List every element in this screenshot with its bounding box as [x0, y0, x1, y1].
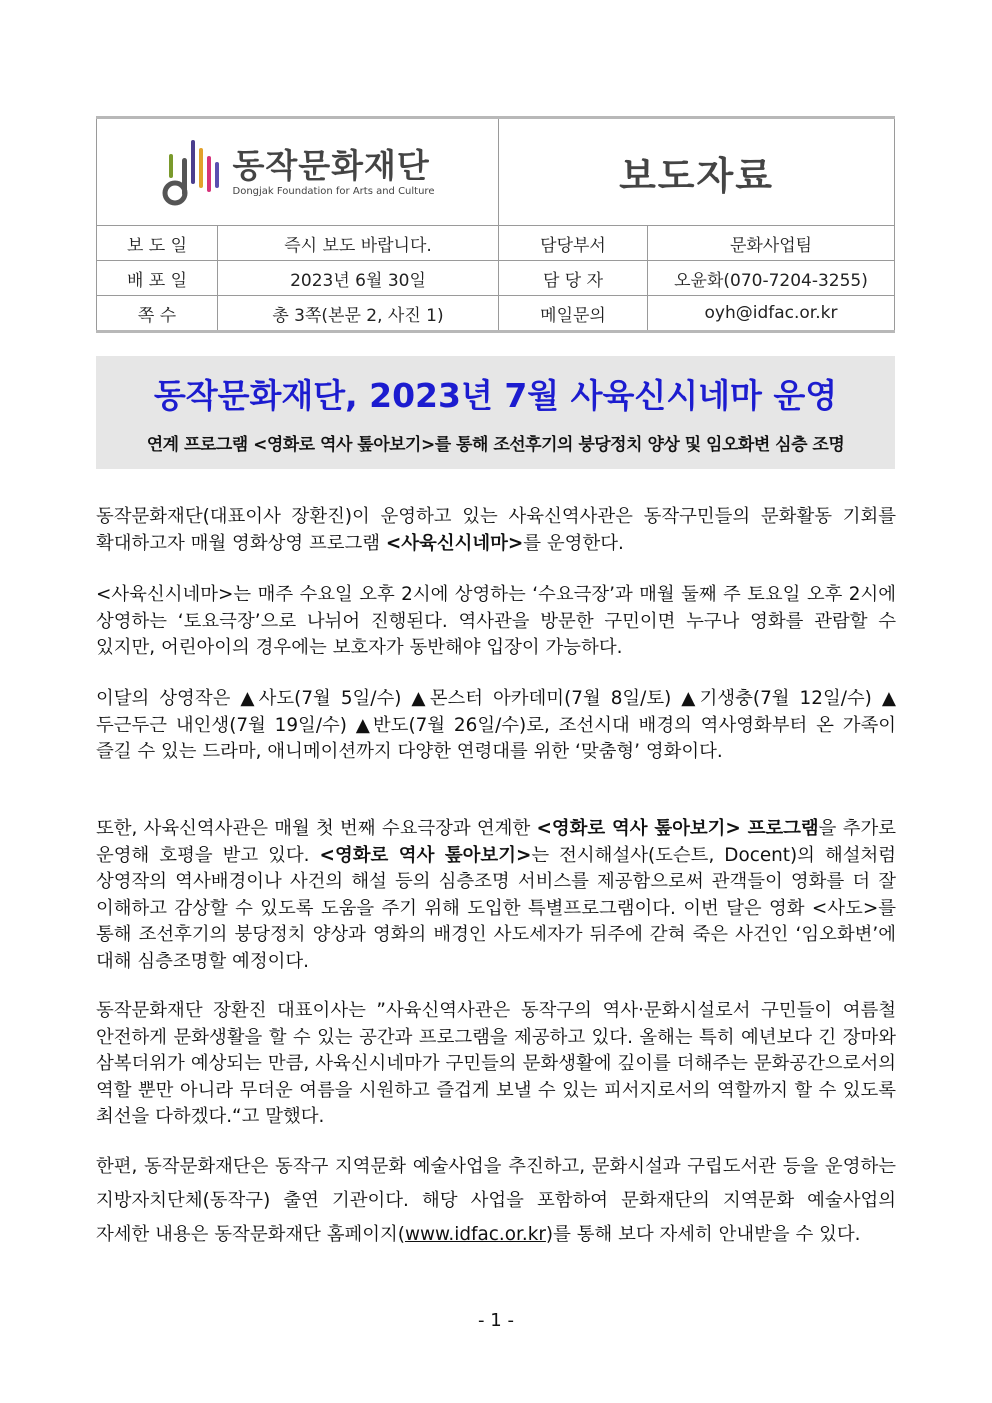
bold-run: <영화로 역사 톺아보기> 프로그램: [536, 818, 819, 839]
row-value2: oyh@idfac.or.kr: [648, 296, 895, 332]
paragraph-2: <사육신시네마>는 매주 수요일 오후 2시에 상영하는 ‘수요극장’과 매월 둘째 주 토요일 오후 2시에 상영하는 ‘토요극장’으로 나뉘어 진행된다. 역사관을 방문한 구민이면 누구나 영화를 관람할 수 있지만, 어린아이의 경우에는 보호자가 동반해야 입장이 가능하다.: [96, 584, 896, 658]
paragraph-5: 동작문화재단 장환진 대표이사는 ”사육신역사관은 동작구의 역사·문화시설로서 구민들이 여름철 안전하게 문화생활을 할 수 있는 공간과 프로그램을 제공하고 있다. 올해는 특히 예년보다 긴 장마와 삼복더위가 예상되는 만큼, 사육신시네마가 구민들의 문화생활에 깊이를 더해주는 문화공간으로서의 역할 뿐만 아니라 무더운 여름을 시원하고 즐겁게 보낼 수 있는 피서지로서의 역할까지 할 수 있도록 최선을 다하겠다.“고 말했다.: [96, 1000, 896, 1127]
homepage-link[interactable]: www.idfac.or.kr: [404, 1224, 546, 1245]
row-label2: 담당부서: [499, 226, 648, 261]
text-run: )를 통해 보다 자세히 안내받을 수 있다.: [545, 1224, 861, 1245]
header-row: [97, 261, 895, 296]
text-run: 또한, 사육신역사관은 매월 첫 번째 수요극장과 연계한: [96, 818, 537, 839]
row-label: 배 포 일: [97, 261, 218, 296]
bold-run: <사육신시네마>: [385, 532, 524, 554]
header-table: [96, 116, 895, 333]
text-run: 을 추가로 운영해 호평을 받고 있다.: [96, 818, 896, 866]
sub-title: 연계 프로그램 <영화로 역사 톺아보기>를 통해 조선후기의 붕당정치 양상 및 임오화변 심층 조명: [146, 435, 845, 455]
text-run: 는 전시해설사(도슨트, Docent)의 해설처럼 상영작의 역사배경이나 사건의 해설 등의 심층조명 서비스를 제공함으로써 관객들이 영화를 더 잘 이해하고 감상할 수 있도록 도움을 주기 위해 도입한 특별프로그램이다. 이번 달은 영화 <사도>를 통해 조선후기의 붕당정치 양상과 영화의 배경인 사도세자가 뒤주에 갇혀 죽은 사건인 ‘임오화변’에 대해 심층조명할 예정이다.: [96, 844, 897, 972]
doc-type: 보도자료: [619, 153, 774, 198]
logo-cell: [97, 118, 499, 226]
doc-type-cell: [499, 118, 895, 226]
paragraph-4: [96, 816, 896, 975]
main-title: 동작문화재단, 2023년 7월 사육신시네마 운영: [153, 376, 838, 415]
logo: [97, 136, 498, 208]
paragraph-3: 이달의 상영작은 ▲사도(7월 5일/수) ▲몬스터 아카데미(7월 8일/토) ▲기생충(7월 12일/수) ▲두근두근 내인생(7월 19일/수) ▲반도(7월 26일/수)로, 조선시대 배경의 역사영화부터 온 가족이 즐길 수 있는 드라마, 애니메이션까지 다양한 연령대를 위한 ‘맞춤형’ 영화이다.: [96, 688, 896, 762]
text-run: 한편, 동작문화재단은 동작구 지역문화 예술사업을 추진하고, 문화시설과 구립도서관 등을 운영하는 지방자치단체(동작구) 출연 기관이다. 해당 사업을 포함하여 문화재단의 지역문화 예술사업의 자세한 내용은 동작문화재단 홈페이지(: [96, 1156, 896, 1245]
row-label: 쪽 수: [97, 296, 218, 332]
row-value: 즉시 보도 바랍니다.: [218, 226, 499, 261]
row-value: 2023년 6월 30일: [218, 261, 499, 296]
bold-run: <영화로 역사 톺아보기>: [319, 844, 532, 866]
text-run: 동작문화재단(대표이사 장환진)이 운영하고 있는 사육신역사관은 동작구민들의 문화활동 기회를 확대하고자 매월 영화상영 프로그램: [96, 506, 896, 554]
row-label2: 메일문의: [499, 296, 648, 332]
paragraph-1: [96, 504, 896, 557]
page-number: - 1 -: [478, 1310, 514, 1331]
row-value2: 문화사업팀: [648, 226, 895, 261]
logo-mark-icon: [161, 136, 223, 208]
logo-subtitle: Dongjak Foundation for Arts and Culture: [232, 185, 435, 197]
row-value: 총 3쪽(본문 2, 사진 1): [218, 296, 499, 332]
paragraph-6: [96, 1150, 896, 1252]
header-row: [97, 226, 895, 261]
row-label: 보 도 일: [97, 226, 218, 261]
text-run: 를 운영한다.: [523, 532, 624, 554]
row-value2: 오윤화(070-7204-3255): [648, 261, 895, 296]
title-box: [96, 356, 895, 469]
logo-name: 동작문화재단: [232, 145, 430, 185]
header-row: [97, 296, 895, 332]
row-label2: 담 당 자: [499, 261, 648, 296]
